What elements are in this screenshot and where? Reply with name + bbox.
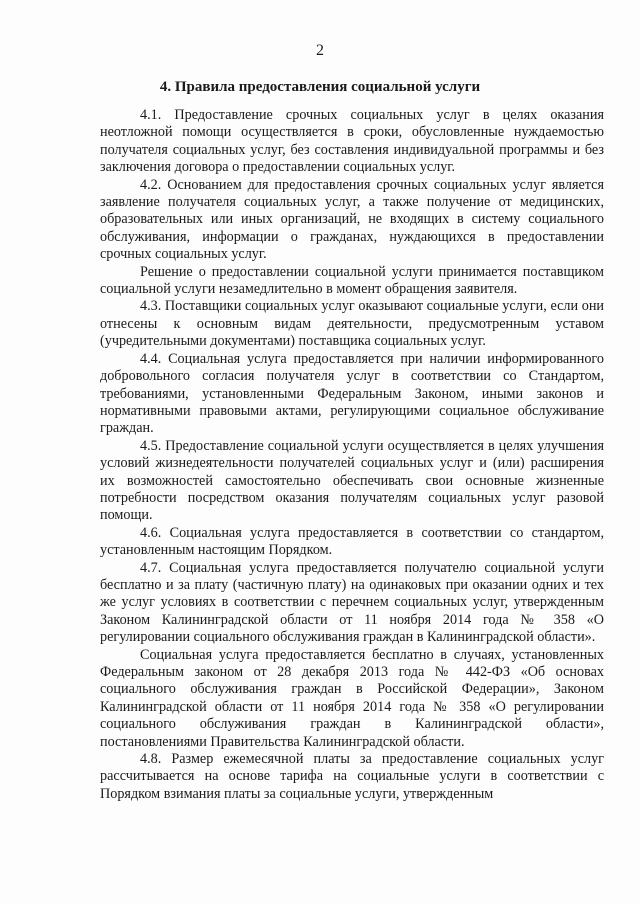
paragraph-4-8: 4.8. Размер ежемесячной платы за предоставление социальных услуг рассчитывается на основе тарифа на социальные услуги в соответствии с Порядком взимания платы за социальные услуги, утвержденным — [100, 751, 604, 802]
paragraph-4-4: 4.4. Социальная услуга предоставляется при наличии информированного добровольного согласия получателя услуг в соответствии со Стандартом, требованиями, установленными Федеральным Законом, иными законов и нормативными правовыми актами, регулирующими социальное обслуживание граждан. — [100, 350, 604, 437]
paragraph-4-3: 4.3. Поставщики социальных услуг оказывают социальные услуги, если они отнесены к основным видам деятельности, предусмотренным уставом (учредительными документами) поставщика социальных услуг. — [100, 298, 604, 350]
paragraph-4-2: 4.2. Основанием для предоставления срочных социальных услуг является заявление получателя социальных услуг, а также получение от медицинских, образовательных или иных организаций, не входящих в систему социального обслуживания, информации о гражданах, нуждающихся в предоставлении срочных социальных услуг. — [100, 176, 604, 263]
paragraph-4-1: 4.1. Предоставление срочных социальных услуг в целях оказания неотложной помощи осуществляется в сроки, обусловленные нуждаемостью получателя социальных услуг, без составления индивидуальной программы и без заключения договора о предоставлении социальных услуг. — [100, 107, 604, 176]
paragraph-4-5: 4.5. Предоставление социальной услуги осуществляется в целях улучшения условий жизнедеятельности получателей социальных услуг и (или) расширения их возможностей самостоятельно обеспечивать свои основные жизненные потребности посредством оказания получателям социальных услуг разовой помощи. — [100, 437, 604, 524]
page-number: 2 — [316, 42, 324, 59]
paragraph-decision: Решение о предоставлении социальной услуги принимается поставщиком социальной услуги незамедлительно в момент обращения заявителя. — [100, 263, 604, 298]
paragraph-4-7: 4.7. Социальная услуга предоставляется получателю социальной услуги бесплатно и за плату (частичную плату) на одинаковых при оказании одних и тех же услуг условиях в соответствии с перечнем социальных услуг, утвержденным Законом Калининградской области от 11 ноября 2014 года № 358 «О регулировании социального обслуживания граждан в Калининградской области». — [100, 559, 604, 646]
section-title: 4. Правила предоставления социальной услуги — [159, 79, 481, 95]
paragraph-4-6: 4.6. Социальная услуга предоставляется в соответствии со стандартом, установленным настоящим Порядком. — [100, 524, 604, 559]
document-body — [100, 107, 604, 803]
paragraph-free-service: Социальная услуга предоставляется бесплатно в случаях, установленных Федеральным законом от 28 декабря 2013 года № 442-ФЗ «Об основах социального обслуживания граждан в Российской Федерации», Законом Калининградской области от 11 ноября 2014 года № 358 «О регулировании социального обслуживания граждан в Калининградской области», постановлениями Правительства Калининградской области. — [100, 646, 604, 750]
